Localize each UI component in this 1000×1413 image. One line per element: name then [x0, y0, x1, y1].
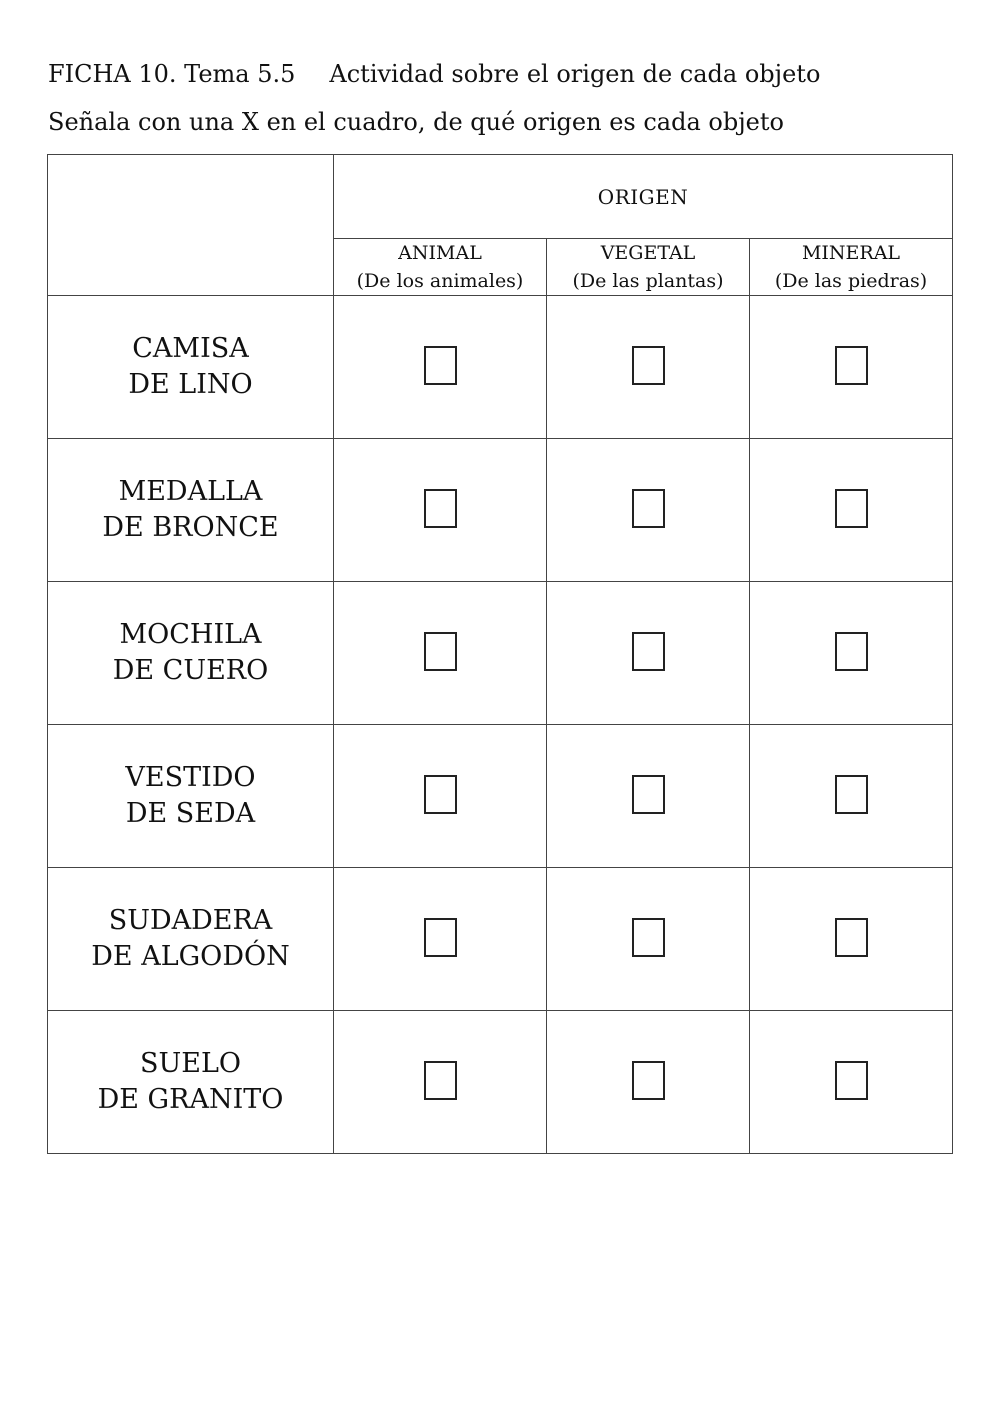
column-sublabel: (De las piedras) — [774, 270, 928, 292]
item-name-line1: CAMISA — [132, 333, 249, 364]
checkbox-animal[interactable] — [424, 1061, 457, 1100]
instruction-text: Señala con una X en el cuadro, de qué origen es cada objeto — [48, 108, 784, 136]
checkbox-mineral[interactable] — [835, 489, 868, 528]
item-name-line2: DE GRANITO — [97, 1084, 284, 1115]
column-header-mineral — [750, 239, 953, 296]
origin-header: ORIGEN — [334, 155, 953, 239]
item-name-cell — [48, 439, 334, 582]
checkbox-vegetal[interactable] — [632, 1061, 665, 1100]
checkbox-vegetal[interactable] — [632, 346, 665, 385]
checkbox-animal[interactable] — [424, 918, 457, 957]
checkbox-cell-vegetal — [547, 582, 750, 725]
checkbox-cell-mineral — [750, 1011, 953, 1154]
checkbox-cell-mineral — [750, 582, 953, 725]
item-name-line1: MEDALLA — [118, 476, 263, 507]
checkbox-cell-vegetal — [547, 1011, 750, 1154]
checkbox-cell-animal — [334, 582, 547, 725]
checkbox-cell-mineral — [750, 725, 953, 868]
item-name-cell — [48, 296, 334, 439]
table-row — [48, 296, 953, 439]
table-row — [48, 725, 953, 868]
checkbox-animal[interactable] — [424, 346, 457, 385]
column-label: ANIMAL — [398, 242, 482, 264]
checkbox-animal[interactable] — [424, 489, 457, 528]
item-name-line1: VESTIDO — [125, 762, 256, 793]
checkbox-vegetal[interactable] — [632, 918, 665, 957]
table-row — [48, 439, 953, 582]
checkbox-cell-vegetal — [547, 296, 750, 439]
checkbox-animal[interactable] — [424, 632, 457, 671]
item-name-cell — [48, 725, 334, 868]
checkbox-mineral[interactable] — [835, 918, 868, 957]
checkbox-mineral[interactable] — [835, 346, 868, 385]
checkbox-animal[interactable] — [424, 775, 457, 814]
checkbox-mineral[interactable] — [835, 632, 868, 671]
item-name-cell — [48, 582, 334, 725]
checkbox-cell-vegetal — [547, 439, 750, 582]
origin-table — [47, 154, 953, 1154]
checkbox-cell-animal — [334, 868, 547, 1011]
checkbox-cell-animal — [334, 1011, 547, 1154]
column-sublabel: (De las plantas) — [572, 270, 724, 292]
checkbox-vegetal[interactable] — [632, 775, 665, 814]
item-name-line1: SUELO — [139, 1048, 242, 1079]
checkbox-vegetal[interactable] — [632, 632, 665, 671]
column-header-vegetal — [547, 239, 750, 296]
table-row — [48, 1011, 953, 1154]
item-name-cell — [48, 868, 334, 1011]
empty-corner-cell — [48, 155, 334, 296]
checkbox-mineral[interactable] — [835, 1061, 868, 1100]
item-name-line2: DE SEDA — [125, 798, 256, 829]
activity-label: Actividad sobre el origen de cada objeto — [329, 60, 821, 88]
column-header-animal — [334, 239, 547, 296]
item-name-line2: DE CUERO — [112, 655, 269, 686]
checkbox-cell-mineral — [750, 439, 953, 582]
checkbox-cell-mineral — [750, 296, 953, 439]
table-row — [48, 582, 953, 725]
checkbox-cell-mineral — [750, 868, 953, 1011]
table-row — [48, 868, 953, 1011]
column-label: VEGETAL — [600, 242, 696, 264]
column-sublabel: (De los animales) — [356, 270, 524, 292]
checkbox-cell-vegetal — [547, 725, 750, 868]
item-name-line1: MOCHILA — [119, 619, 262, 650]
column-label: MINERAL — [801, 242, 901, 264]
checkbox-cell-animal — [334, 725, 547, 868]
ficha-label: FICHA 10. Tema 5.5 — [48, 60, 296, 88]
checkbox-vegetal[interactable] — [632, 489, 665, 528]
worksheet-title — [48, 62, 820, 86]
checkbox-cell-animal — [334, 296, 547, 439]
item-name-line2: DE ALGODÓN — [91, 941, 290, 972]
item-name-cell — [48, 1011, 334, 1154]
item-name-line2: DE BRONCE — [102, 512, 279, 543]
checkbox-cell-vegetal — [547, 868, 750, 1011]
checkbox-mineral[interactable] — [835, 775, 868, 814]
item-name-line2: DE LINO — [128, 369, 253, 400]
item-name-line1: SUDADERA — [108, 905, 273, 936]
checkbox-cell-animal — [334, 439, 547, 582]
table-header-row — [48, 155, 953, 239]
